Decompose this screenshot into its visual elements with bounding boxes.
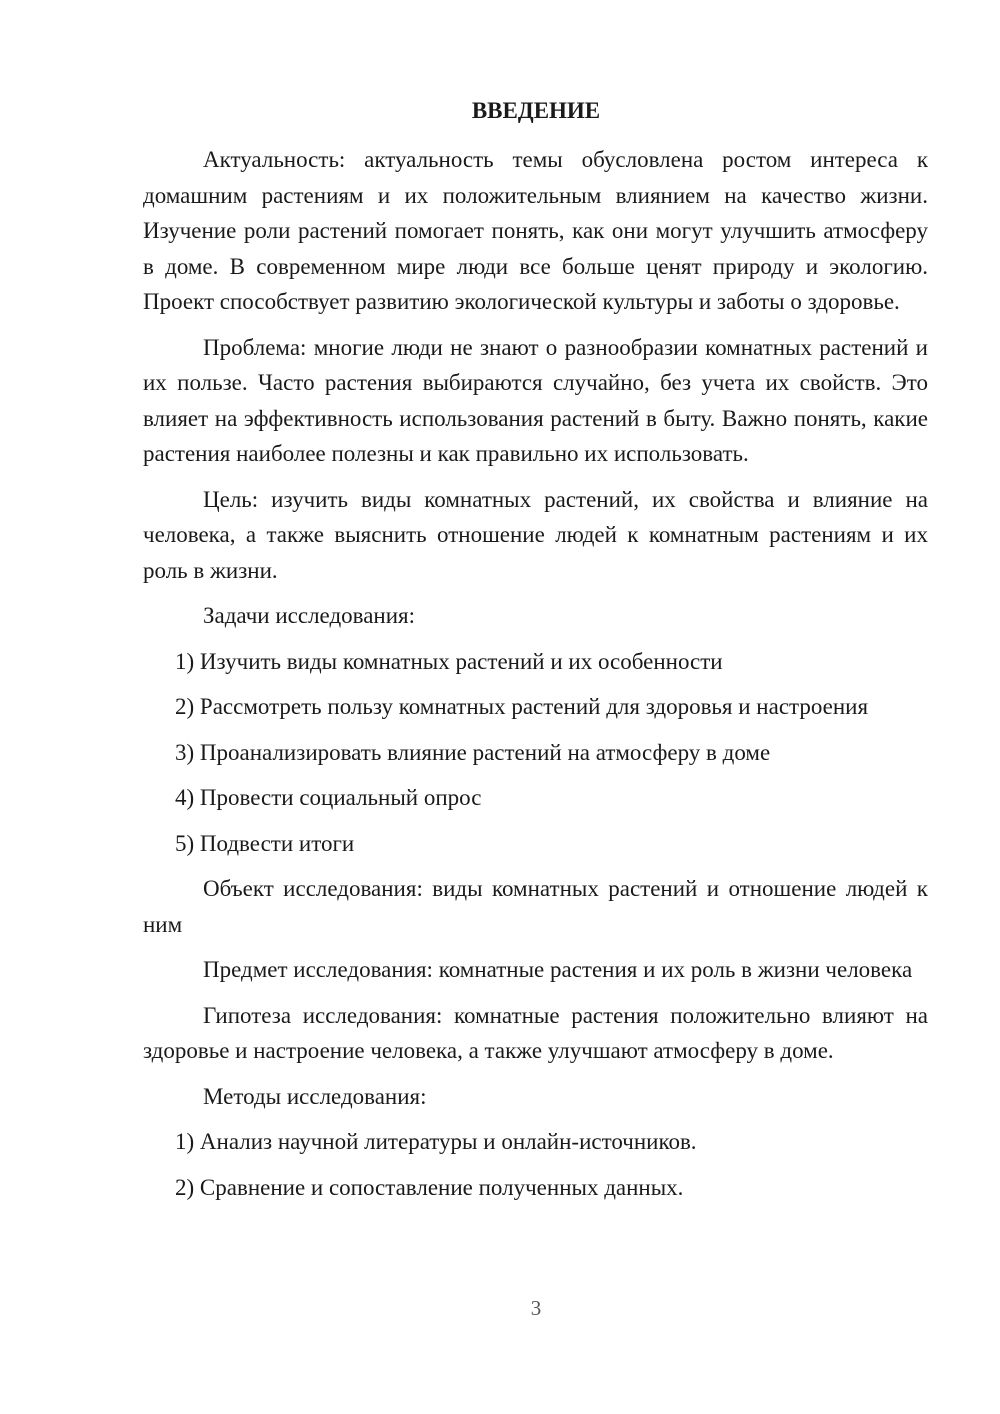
task-item: 2) Рассмотреть пользу комнатных растений для здоровья и настроения [175, 694, 869, 719]
task-item: 4) Провести социальный опрос [175, 785, 482, 810]
methods-heading: Методы исследования: [203, 1083, 427, 1109]
problem-paragraph: Проблема: многие люди не знают о разнообразии комнатных растений и их пользе. Часто растения выбираются случайно, без учета их свойств. Это влияет на эффективность использования растений в быту. Важно понять, какие растения наиболее полезны и как правильно их использовать. [143, 334, 928, 466]
page-number: 3 [530, 1296, 542, 1320]
task-item: 5) Подвести итоги [175, 830, 355, 856]
object-paragraph: Объект исследования: виды комнатных растений и отношение людей к ним [143, 876, 928, 937]
task-item: 3) Проанализировать влияние растений на атмосферу в доме [175, 739, 771, 765]
task-item: 1) Изучить виды комнатных растений и их особенности [175, 648, 723, 674]
relevance-paragraph: Актуальность: актуальность темы обусловлена ростом интереса к домашним растениям и их положительным влиянием на качество жизни. Изучение роли растений помогает понять, как они могут улучшить атмосферу в доме. В современном мире люди все больше ценят природу и экологию. Проект способствует развитию экологической культуры и заботы о здоровье. [143, 147, 928, 314]
body-text [143, 142, 928, 1215]
method-item: 2) Сравнение и сопоставление полученных данных. [175, 1174, 684, 1200]
goal-paragraph: Цель: изучить виды комнатных растений, их свойства и влияние на человека, а также выяснить отношение людей к комнатным растениям и их роль в жизни. [143, 486, 928, 583]
subject-paragraph: Предмет исследования: комнатные растения и их роль в жизни человека [203, 957, 913, 982]
section-title: ВВЕДЕНИЕ [471, 98, 601, 123]
tasks-heading: Задачи исследования: [203, 603, 416, 628]
hypothesis-paragraph: Гипотеза исследования: комнатные растения положительно влияют на здоровье и настроение человека, а также улучшают атмосферу в доме. [143, 1002, 928, 1063]
method-item: 1) Анализ научной литературы и онлайн-источников. [175, 1129, 697, 1154]
